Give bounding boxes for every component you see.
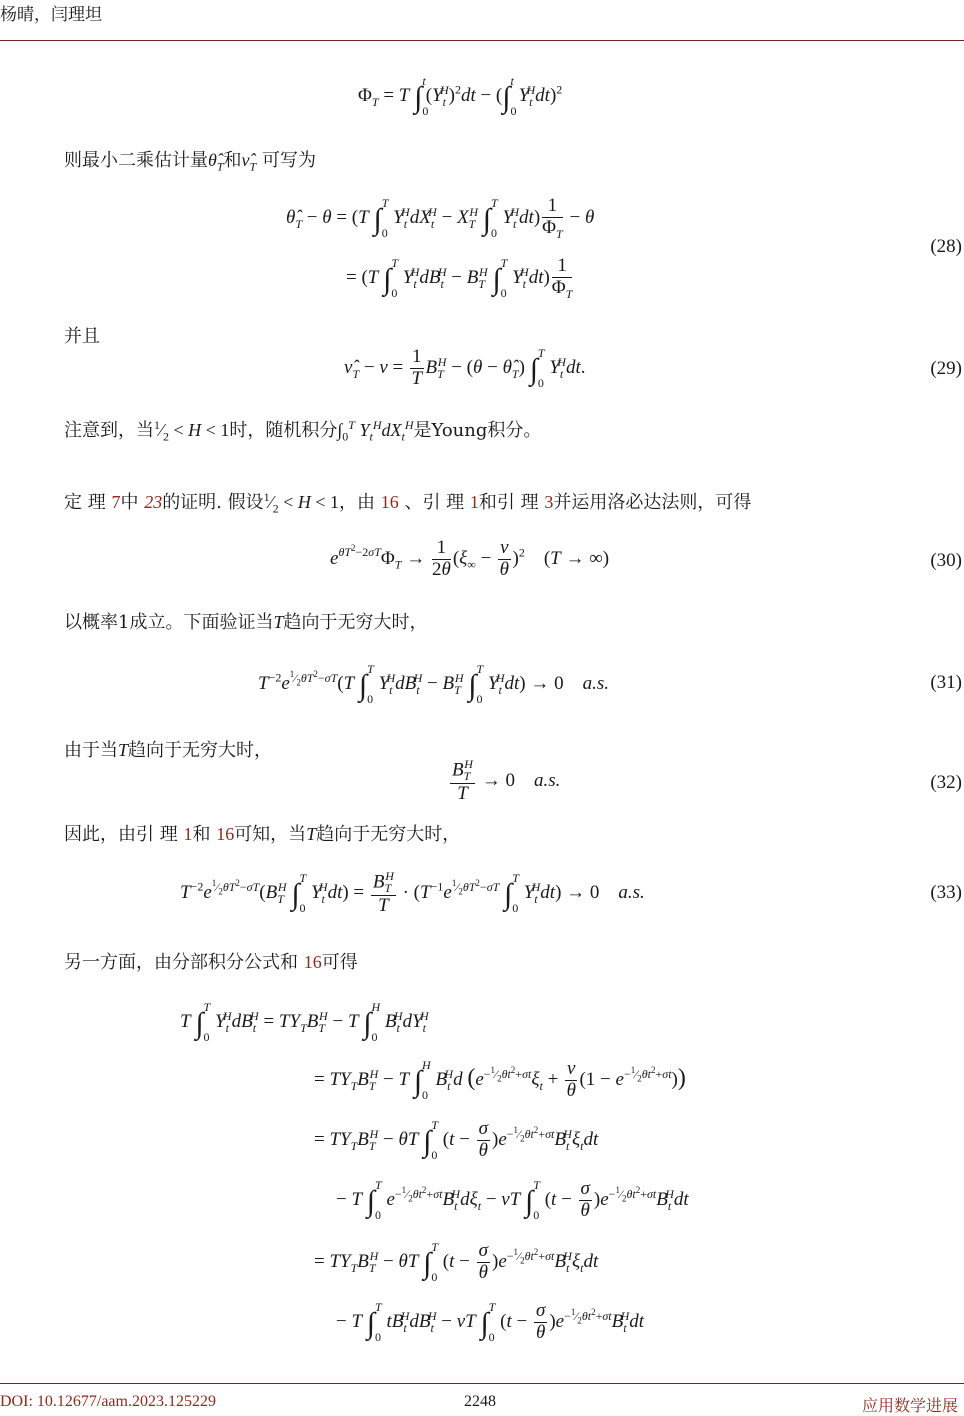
paragraph-since: 由于当T趋向于无穷大时， [64,740,273,761]
paragraph-probability-one: 以概率1成立。下面验证当T趋向于无穷大时， [64,612,428,633]
derivation-line-1: T $\int_0^T$ $Y_t^HdB_t^H = TY_TB_T^H - T$ $\int_0^H$ $B_t^HdY_t^H$ [180,1000,429,1044]
equation-28-line1: $\thetâ_T - \theta = (T$ $\int_0^T$ $Y_t^HdX_t^H - X_T^H$ $\int_0^T$ $Y_t^Hdt$) $\frac{1}{\Phi_T}$ − θ [286,195,595,241]
page-number: 2248 [464,1393,496,1410]
theorem-ref-link[interactable]: 7 [111,492,121,512]
header-authors: 杨晴，闫理坦 [0,5,102,25]
ref-link-16c[interactable]: 16 [303,952,322,972]
paragraph-therefore: 因此，由引 理 1和 16可知，当T趋向于无穷大时， [64,824,461,845]
proof-paragraph: 定 理 7中 23的证明. 假设$^1⁄_2 < H < 1$，由 16 、引 理 1和引 理 3并运用洛必达法则，可得 [64,490,752,516]
equation-30: $e^{\theta T^2-2\sigma T}\Phi_T$ → $\frac{1}{2\theta}$ ($\xi_\infty$ − $\frac{\nu}{\theta}$ )$^2$ (T → ∞) [330,537,610,580]
equation-33: $T^{-2}e^{^1⁄_2\theta T^2-\sigma T}(B_T^H$ $\int_0^T$ $Y_t^Hdt$) = $\frac{B_T^H}{T}$ · ($T^{-1}e^{^1⁄_2\theta T^2-\sigma T}$ $\int_0^T$ $Y_t^Hdt) \to 0$ a.s. [180,869,645,917]
equation-number-31: (31) [930,672,962,693]
header-divider [0,40,964,41]
derivation-line-4: − T $\int_0^T$ $e^{-^1⁄_2\theta t^2+\sigma t}B_t^Hd\xi_t - \nu T$ $\int_0^T$ (t − $\frac{\sigma}{\theta}$ )$e^{-^1⁄_2\theta t^2+\sigma t}B_t^Hdt$ [336,1178,689,1222]
equation-number-28: (28) [930,236,962,257]
equation-number-29: (29) [930,358,962,379]
paragraph-young-integral: 注意到，当$^1⁄_2 < H < 1$时，随机积分$\int_0^T$ $Y_t^HdX_t^H$是Young积分。 [64,418,542,444]
ref-link-16b[interactable]: 16 [216,824,235,844]
ref-link-16[interactable]: 16 [380,492,399,512]
lemma-ref-link-1[interactable]: 1 [469,492,479,512]
derivation-line-5: = $TY_TB_T^H - \theta T$ $\int_0^T$ (t − $\frac{\sigma}{\theta}$ )$e^{-^1⁄_2\theta t^2+\sigma t}B_t^H\xi_tdt$ [314,1240,599,1284]
equation-phi-t: $\Phi_T = T$ $\int_0^t(Y_t^H)^2dt - (\int_0^t$ $Y_t^Hdt)^2$ [358,74,563,118]
paragraph-lse: 则最小二乘估计量$\thetâ_T$和$\nû_T$ 可写为 [64,150,316,174]
equation-number-32: (32) [930,772,962,793]
lemma-ref-link-1b[interactable]: 1 [183,824,193,844]
footer-doi-link[interactable]: DOI: 10.12677/aam.2023.125229 [0,1393,216,1410]
derivation-line-3: = $TY_TB_T^H - \theta T$ $\int_0^T$ (t − $\frac{\sigma}{\theta}$ )$e^{-^1⁄_2\theta t^2+\sigma t}B_t^H\xi_tdt$ [314,1118,599,1162]
derivation-line-6: − T $\int_0^T$ $tB_t^HdB_t^H - \nu T$ $\int_0^T$ (t − $\frac{\sigma}{\theta}$ )$e^{-^1⁄_2\theta t^2+\sigma t}B_t^Hdt$ [336,1300,645,1344]
footer-journal-name: 应用数学进展 [861,1396,958,1415]
lemma-ref-link-3[interactable]: 3 [544,492,554,512]
equation-number-30: (30) [930,550,962,571]
derivation-line-2: = $TY_TB_T^H - T$ $\int_0^H$ $B_t^Hd$ ($e^{-^1⁄_2\theta t^2+\sigma t}\xi_t$ + $\frac{\nu}{\theta}$ $(1 - e^{-^1⁄_2\theta t^2+\sigma t})$) [314,1058,686,1102]
paragraph-integration-by-parts: 另一方面，由分部积分公式和 16可得 [64,952,358,973]
paragraph-and: 并且 [64,326,100,347]
footer-divider [0,1383,964,1384]
equation-29: $\nû_T - \nu$ = $\frac{1}{T}$ $B_T^H - (\theta$ − $\thetâ_T$) $\int_0^T$ $Y_t^Hdt$. [344,346,586,390]
equation-28-line2: = (T $\int_0^T$ $Y_t^HdB_t^H - B_T^H$ $\int_0^T$ $Y_t^Hdt$) $\frac{1}{\Phi_T}$ [346,255,573,301]
equation-32: $\frac{B_T^H}{T}$ → 0 a.s. [452,757,561,805]
equation-31: $T^{-2}e^{^1⁄_2\theta T^2-\sigma T}(T$ $\int_0^T$ $Y_t^HdB_t^H - B_T^H$ $\int_0^T$ $Y_t^Hdt) \to 0$ a.s. [258,662,609,706]
equation-number-33: (33) [930,882,962,903]
citation-ref-link[interactable]: 23 [144,492,163,512]
